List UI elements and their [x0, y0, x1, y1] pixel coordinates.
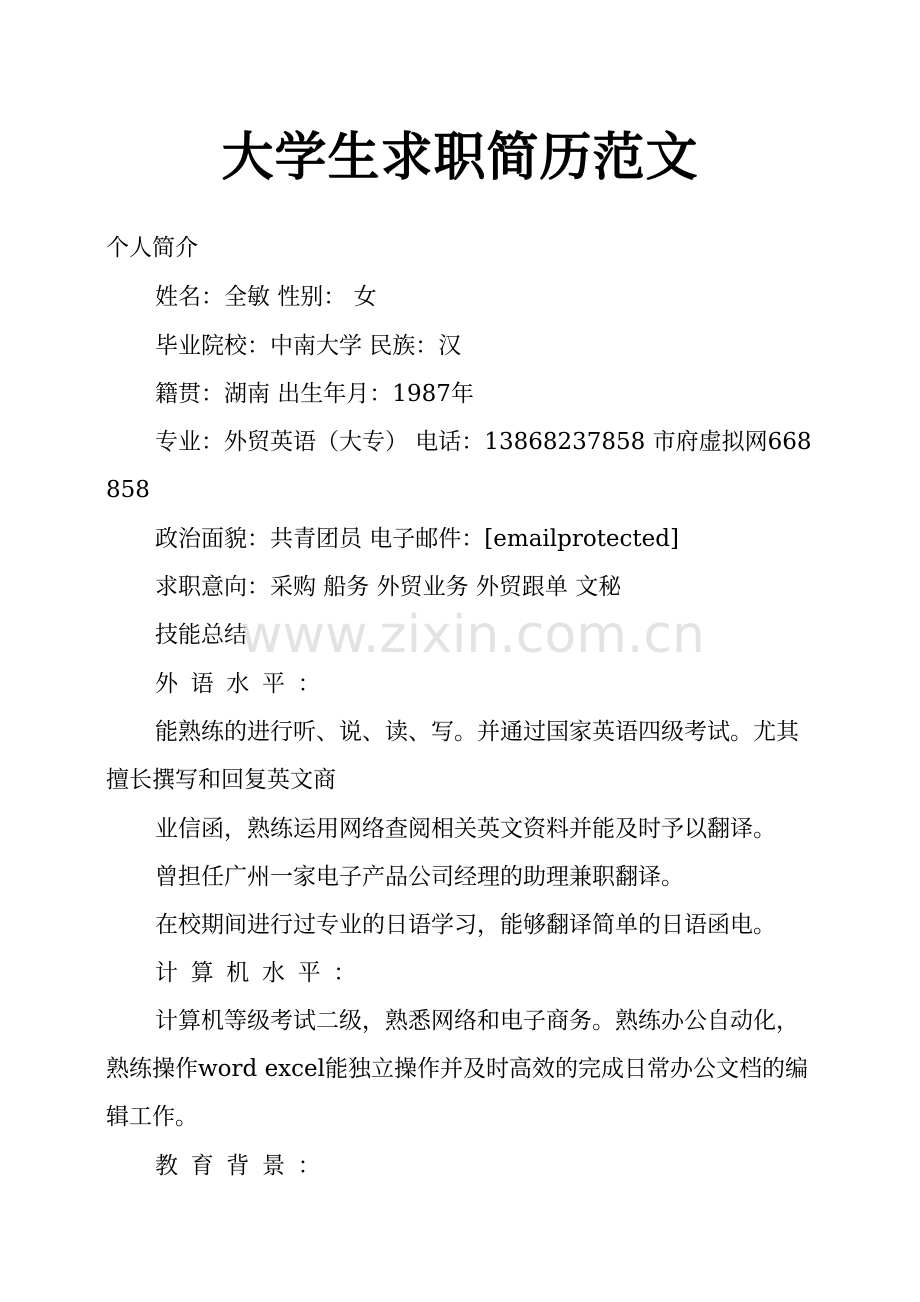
computer-paragraph-1: 计算机等级考试二级，熟悉网络和电子商务。熟练办公自动化，熟练操作word excel能独立操作并及时高效的完成日常办公文档的编辑工作。	[106, 1008, 808, 1130]
job-intention-line: 求职意向：采购 船务 外贸业务 外贸跟单 文秘	[155, 574, 622, 600]
language-paragraph-2: 业信函，熟练运用网络查阅相关英文资料并能及时予以翻译。	[155, 816, 776, 842]
watermark: www.zixin.com.cn	[240, 605, 705, 665]
document-title: 大学生求职简历范文	[221, 128, 699, 188]
school-ethnicity-line: 毕业院校：中南大学 民族：汉	[155, 333, 462, 359]
politics-email-line: 政治面貌：共青团员 电子邮件：[emailprotected]	[155, 526, 679, 552]
language-heading: 外语水平：	[155, 671, 334, 697]
name-gender-line: 姓名：全敏 性别： 女	[155, 284, 377, 310]
skills-heading: 技能总结	[155, 622, 247, 648]
language-paragraph-4: 在校期间进行过专业的日语学习，能够翻译简单的日语函电。	[155, 912, 776, 938]
computer-heading: 计算机水平：	[155, 960, 369, 986]
education-heading: 教育背景：	[155, 1153, 334, 1179]
section-heading-personal: 个人简介	[106, 235, 198, 261]
language-paragraph-3: 曾担任广州一家电子产品公司经理的助理兼职翻译。	[155, 864, 684, 890]
origin-birth-line: 籍贯：湖南 出生年月：1987年	[155, 381, 474, 407]
major-phone-line: 专业：外贸英语（大专） 电话：13868237858 市府虚拟网668858	[106, 429, 812, 503]
language-paragraph-1: 能熟练的进行听、说、读、写。并通过国家英语四级考试。尤其擅长撰写和回复英文商	[106, 719, 799, 793]
